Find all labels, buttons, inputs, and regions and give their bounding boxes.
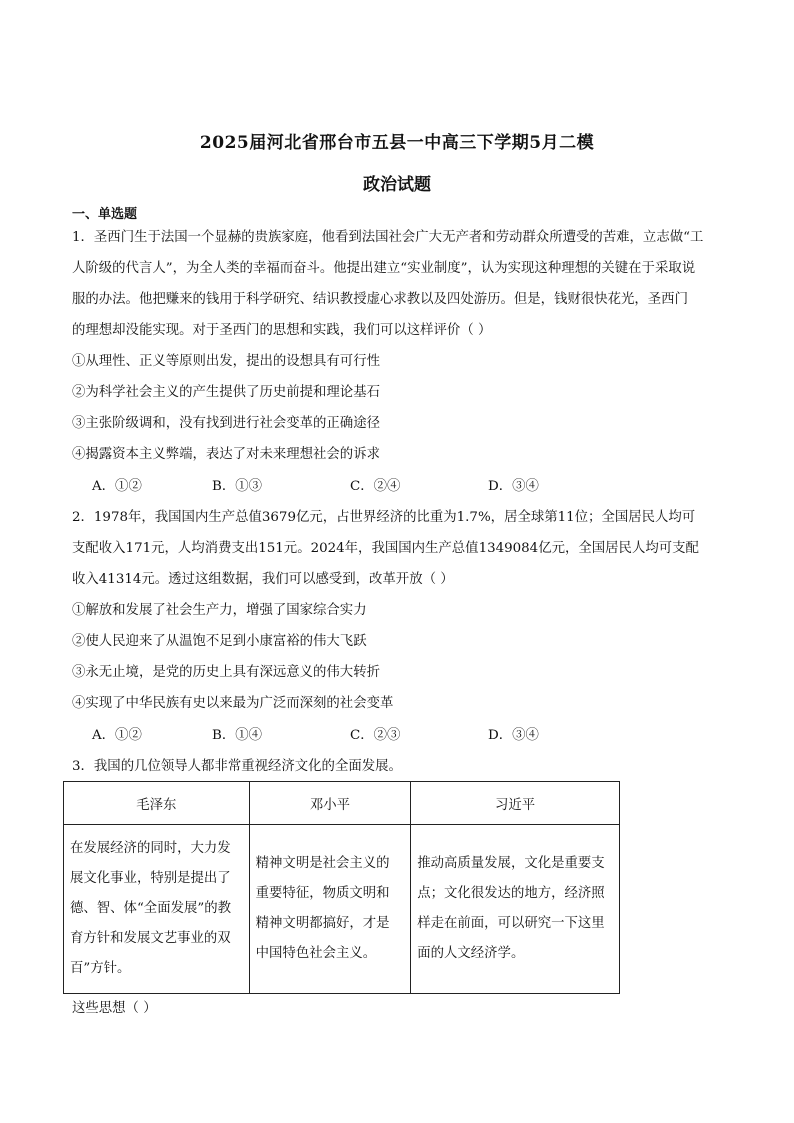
q1-stem-line: 服的办法。他把赚来的钱用于科学研究、结识教授虚心求教以及四处游历。但是，钱财很快花光，圣西门: [72, 292, 688, 307]
q1-option-d[interactable]: D．③④: [488, 479, 539, 494]
leaders-table: [63, 781, 620, 994]
table-header-cell: 习近平: [411, 782, 620, 825]
q2-stem-line: 2．1978年，我国国内生产总值3679亿元，占世界经济的比重为1.7%，居全球第11位；全国居民人均可: [72, 510, 696, 525]
section-heading: 一、单选题: [72, 207, 138, 222]
table-cell-xi: [411, 825, 620, 994]
table-row: [64, 825, 620, 994]
q1-option-c[interactable]: C．②④: [350, 479, 401, 494]
q1-option-a[interactable]: A．①②: [92, 479, 142, 494]
q2-option-b[interactable]: B．①④: [212, 728, 263, 743]
cell-text-line: 精神文明是社会主义的: [255, 856, 390, 871]
cell-text-line: 推动高质量发展，文化是重要支: [417, 856, 605, 871]
cell-text-line: 百”方针。: [70, 961, 131, 976]
table-header-row: [64, 782, 620, 825]
q1-item: ②为科学社会主义的产生提供了历史前提和理论基石: [72, 385, 380, 400]
q2-option-d[interactable]: D．③④: [488, 728, 539, 743]
q3-stem: 3．我国的几位领导人都非常重视经济文化的全面发展。: [72, 759, 402, 774]
q2-item: ①解放和发展了社会生产力，增强了国家综合实力: [72, 603, 367, 618]
cell-text-line: 重要特征，物质文明和: [255, 886, 390, 901]
cell-text-line: 展文化事业，特别是提出了: [70, 871, 231, 886]
q2-stem-line: 收入41314元。透过这组数据，我们可以感受到，改革开放（ ）: [72, 572, 454, 587]
q3-after-text: 这些思想（ ）: [72, 1001, 157, 1016]
exam-title: 2025届河北省邢台市五县一中高三下学期5月二模: [199, 133, 595, 153]
q1-option-b[interactable]: B．①③: [212, 479, 263, 494]
cell-text-line: 中国特色社会主义。: [255, 946, 377, 961]
exam-subtitle: 政治试题: [363, 175, 431, 195]
q1-stem-line: 的理想却没能实现。对于圣西门的思想和实践，我们可以这样评价（ ）: [72, 323, 492, 338]
cell-text-line: 育方针和发展文艺事业的双: [70, 931, 231, 946]
cell-text-line: 德、智、体“全面发展”的教: [70, 901, 231, 916]
q2-option-a[interactable]: A．①②: [92, 728, 142, 743]
cell-text-line: 精神文明都搞好，才是: [255, 916, 390, 931]
q1-item: ④揭露资本主义弊端，表达了对未来理想社会的诉求: [72, 447, 380, 462]
table-header-cell: 邓小平: [249, 782, 411, 825]
q2-option-c[interactable]: C．②③: [350, 728, 401, 743]
q2-stem-line: 支配收入171元，人均消费支出151元。2024年，我国国内生产总值1349084亿元，全国居民人均可支配: [72, 541, 699, 556]
q1-item: ③主张阶级调和，没有找到进行社会变革的正确途径: [72, 416, 380, 431]
q2-item: ③永无止境，是党的历史上具有深远意义的伟大转折: [72, 665, 380, 680]
cell-text-line: 面的人文经济学。: [417, 946, 525, 961]
cell-text-line: 点；文化很发达的地方，经济照: [417, 886, 605, 901]
q1-stem-line: 人阶级的代言人”，为全人类的幸福而奋斗。他提出建立“实业制度”，认为实现这种理想的关键在于采取说: [72, 261, 696, 276]
table-header-cell: 毛泽东: [64, 782, 250, 825]
q2-item: ②使人民迎来了从温饱不足到小康富裕的伟大飞跃: [72, 634, 367, 649]
q1-stem-line: 1．圣西门生于法国一个显赫的贵族家庭，他看到法国社会广大无产者和劳动群众所遭受的苦难，立志做“工: [72, 230, 704, 245]
q1-item: ①从理性、正义等原则出发，提出的设想具有可行性: [72, 354, 380, 369]
table-cell-mao: [64, 825, 250, 994]
cell-text-line: 样走在前面，可以研究一下这里: [417, 916, 605, 931]
table-cell-deng: [249, 825, 411, 994]
q2-item: ④实现了中华民族有史以来最为广泛而深刻的社会变革: [72, 696, 394, 711]
cell-text-line: 在发展经济的同时，大力发: [70, 841, 231, 856]
